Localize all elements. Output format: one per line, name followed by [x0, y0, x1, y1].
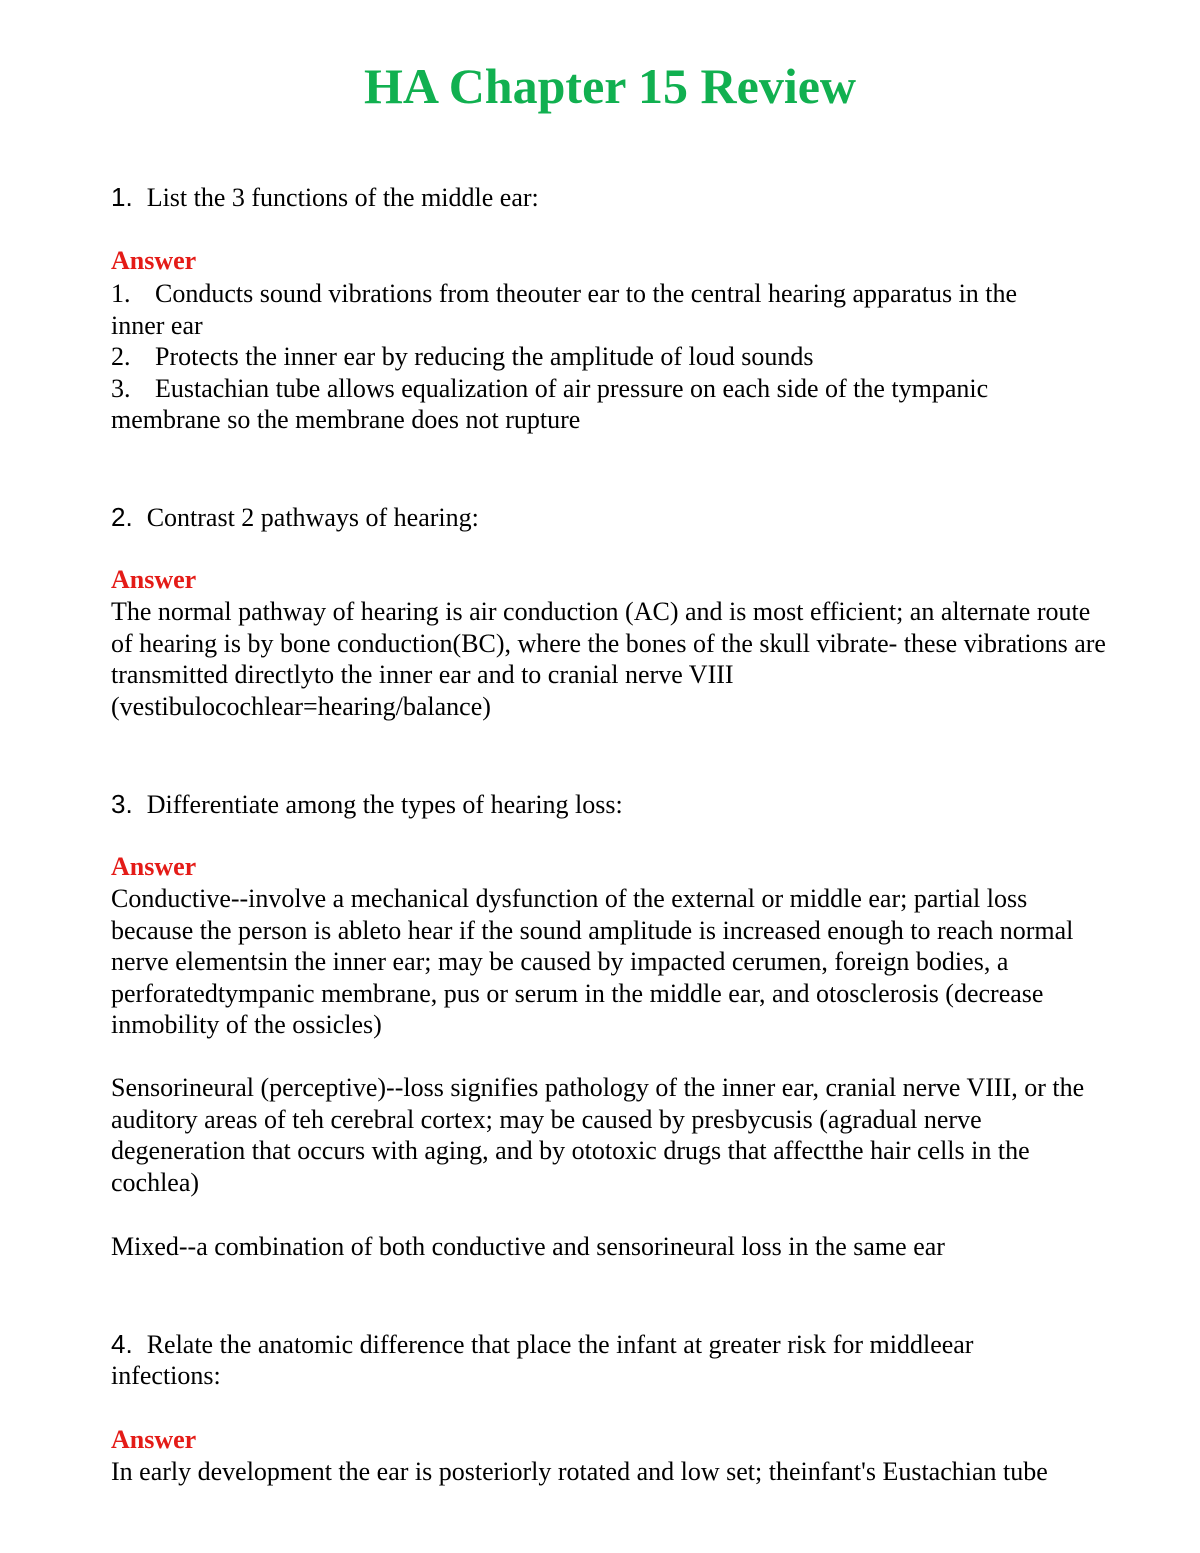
page-title: HA Chapter 15 Review [363, 58, 857, 114]
list-item-number: 2. [111, 342, 131, 371]
answer-label: Answer [111, 246, 197, 275]
answer-3-sensorineural: Sensorineural (perceptive)--loss signifies pathology of the inner ear, cranial nerve VIII, or the auditory areas of teh cerebral cortex; may be caused by presbycusis (agradual nerve degeneration that occurs with aging, and by ototoxic drugs that affectthe hair cells in the cochlea) [111, 1073, 1085, 1197]
question-2 [111, 502, 1111, 533]
question-number: 3. [111, 789, 133, 819]
answer-3-conductive: Conductive--involve a mechanical dysfunction of the external or middle ear; partial loss because the person is ableto hear if the sound amplitude is increased enough to reach normal nerve elementsin the inner ear; may be caused by impacted cerumen, foreign bodies, a perforatedtympanic membrane, pus or serum in the middle ear, and otosclerosis (decrease inmobility of the ossicles) [111, 884, 1074, 1039]
question-3 [111, 789, 1111, 820]
question-4 [111, 1329, 1011, 1391]
question-number: 2. [111, 502, 133, 532]
answer-label: Answer [111, 1425, 197, 1454]
answer-list-item [111, 278, 1101, 310]
list-item-text: Eustachian tube allows equalization of air pressure on each side of the tympanic [155, 373, 989, 403]
list-item-continuation: membrane so the membrane does not rupture [111, 405, 581, 434]
question-number: 4. [111, 1329, 133, 1359]
answer-2-paragraph: The normal pathway of hearing is air conduction (AC) and is most efficient; an alternate route of hearing is by bone conduction(BC), where the bones of the skull vibrate- these vibrations are transmitted directlyto the inner ear and to cranial nerve VIII (vestibulocochlear=hearing/balance) [111, 597, 1106, 721]
question-text: List the 3 functions of the middle ear: [146, 183, 539, 212]
answer-4-paragraph: In early development the ear is posteriorly rotated and low set; theinfant's Eustachian tube [111, 1457, 1048, 1486]
list-item-number: 3. [111, 373, 131, 403]
answer-list-item [111, 373, 1101, 405]
answer-list-item [111, 341, 1101, 373]
question-1 [111, 182, 1111, 213]
question-text: Relate the anatomic difference that place the infant at greater risk for middleear infections: [111, 1330, 974, 1390]
answer-label: Answer [111, 565, 197, 594]
question-text: Differentiate among the types of hearing loss: [146, 790, 623, 819]
answer-label: Answer [111, 852, 197, 881]
question-text: Contrast 2 pathways of hearing: [146, 503, 479, 532]
list-item-text: Protects the inner ear by reducing the amplitude of loud sounds [155, 342, 814, 371]
list-item-continuation: inner ear [111, 310, 203, 340]
question-number: 1. [111, 182, 133, 212]
answer-1 [111, 278, 1101, 436]
answer-3-mixed: Mixed--a combination of both conductive and sensorineural loss in the same ear [111, 1232, 945, 1261]
list-item-number: 1. [111, 279, 131, 308]
list-item-text: Conducts sound vibrations from theouter ear to the central hearing apparatus in the [155, 279, 1018, 308]
